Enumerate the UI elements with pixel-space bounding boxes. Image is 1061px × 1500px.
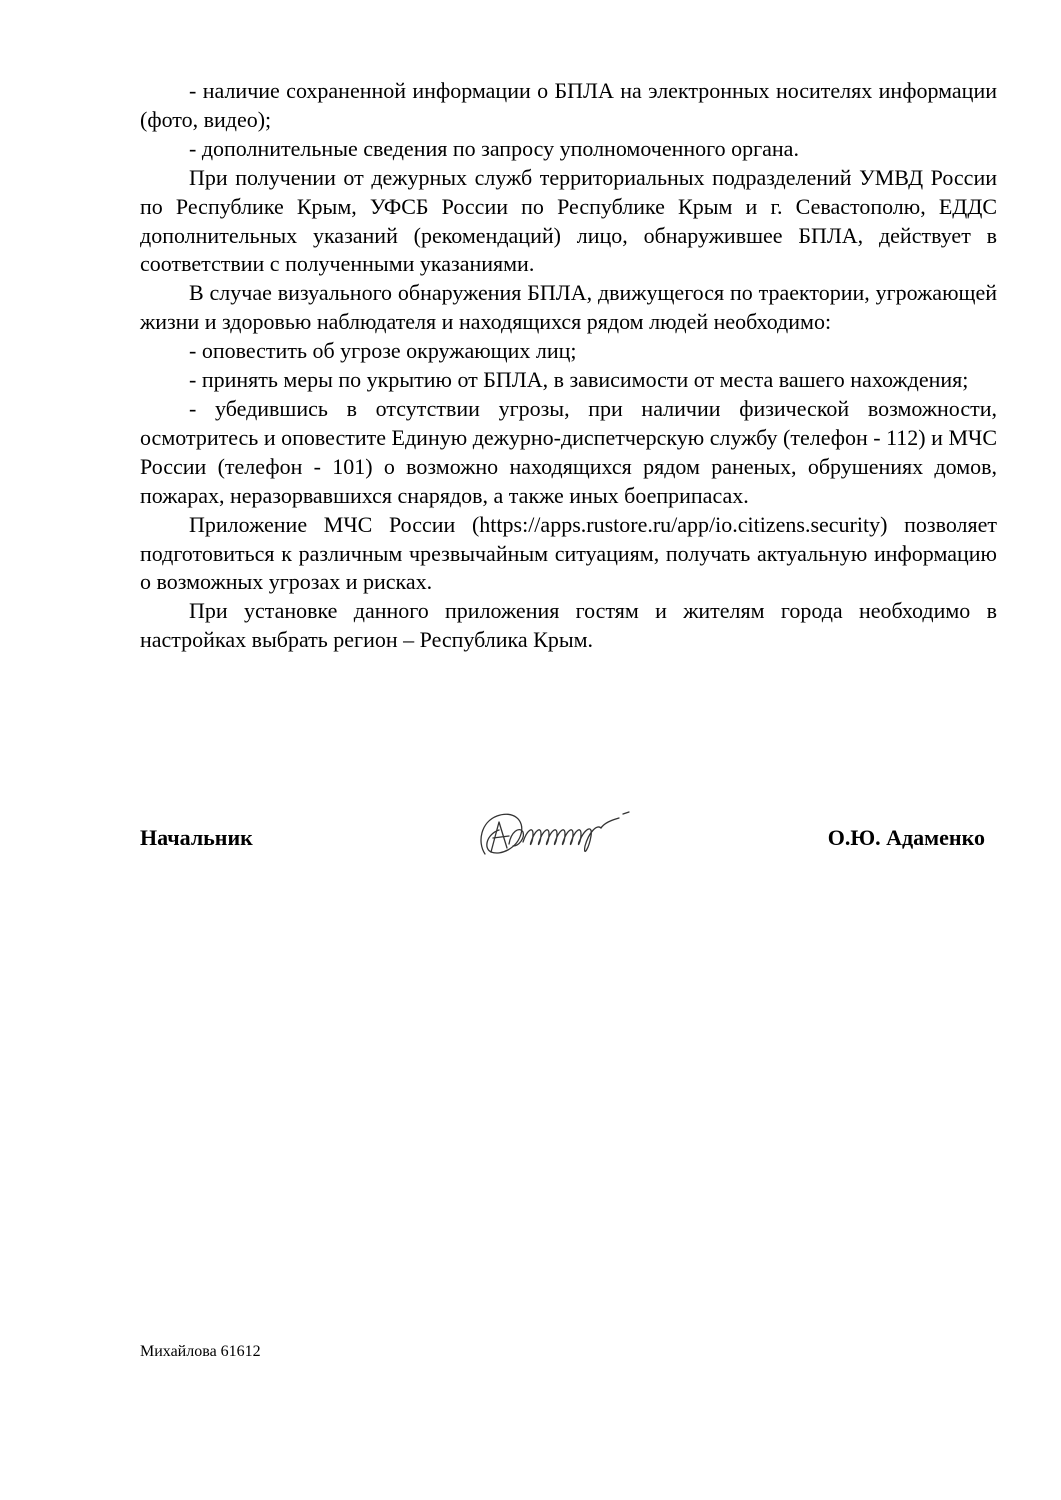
paragraph-7: - убедившись в отсутствии угрозы, при наличии физической возможности, осмотритесь и оповестите Единую дежурно-диспетчерскую службу (телефон - 112) и МЧС России (телефон - 101) о возможно находящихся рядом раненых, обрушениях домов, пожарах, неразорвавшихся снарядов, а также иных боеприпасах.: [140, 395, 997, 508]
signature-block: [140, 820, 985, 860]
document-body: [140, 77, 997, 655]
executor-note: Михайлова 61612: [140, 1343, 261, 1360]
paragraph-5: - оповестить об угрозе окружающих лиц;: [189, 338, 577, 364]
paragraph-2: - дополнительные сведения по запросу уполномоченного органа.: [189, 135, 799, 161]
paragraph-8: Приложение МЧС России (https://apps.rustore.ru/app/io.citizens.security) позволяет подготовиться к различным чрезвычайным ситуациям, получать актуальную информацию о возможных угрозах и рисках.: [140, 511, 997, 595]
paragraph-6: - принять меры по укрытию от БПЛА, в зависимости от места вашего нахождения;: [189, 367, 969, 393]
paragraph-4: В случае визуального обнаружения БПЛА, движущегося по траектории, угрожающей жизни и здоровью наблюдателя и находящихся рядом людей необходимо:: [140, 280, 997, 335]
signatory-name: О.Ю. Адаменко: [827, 825, 985, 850]
paragraph-1: - наличие сохраненной информации о БПЛА на электронных носителях информации (фото, видео);: [140, 78, 997, 132]
signatory-position: Начальник: [140, 825, 253, 850]
handwritten-signature: [473, 802, 673, 872]
paragraph-9: При установке данного приложения гостям и жителям города необходимо в настройках выбрать регион – Республика Крым.: [140, 598, 997, 653]
paragraph-3: При получении от дежурных служб территориальных подразделений УМВД России по Республике Крым, УФСБ России по Республике Крым и г. Севастополю, ЕДДС дополнительных указаний (рекомендаций) лицо, обнаружившее БПЛА, действует в соответствии с полученными указаниями.: [140, 164, 997, 277]
